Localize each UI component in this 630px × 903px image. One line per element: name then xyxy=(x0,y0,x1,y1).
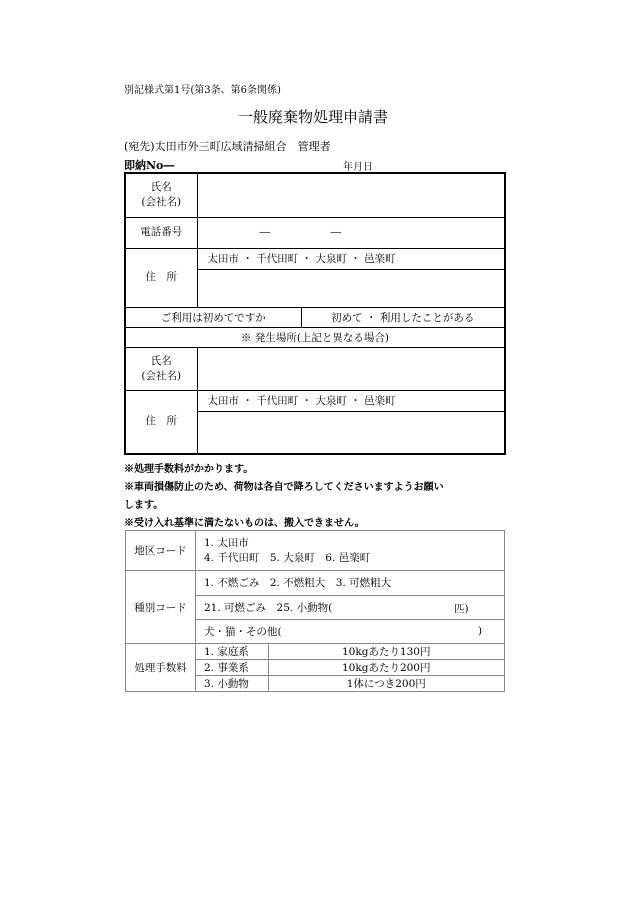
applicant-name-field[interactable] xyxy=(197,173,505,217)
phone-field[interactable] xyxy=(197,217,505,248)
note-unload-1: ※車両損傷防止のため、荷物は各自で降ろしてくださいますようお願い xyxy=(124,482,444,493)
site-name-label-line2: (会社名) xyxy=(141,369,182,382)
type-line-3[interactable] xyxy=(196,619,504,643)
phone-label: 電話番号 xyxy=(125,217,197,248)
type-line-1: 1. 不燃ごみ 2. 不燃粗大 3. 可燃粗大 xyxy=(196,571,504,595)
note-criteria: ※受け入れ基準に満たないものは、搬入できません。 xyxy=(124,518,365,529)
district-code-label: 地区コード xyxy=(126,531,196,571)
address-field[interactable] xyxy=(197,248,505,307)
date-label: 年月日 xyxy=(343,162,373,173)
fee-table-cell xyxy=(196,644,505,692)
site-town-options[interactable]: 太田市 ・ 千代田町 ・ 大泉町 ・ 邑楽町 xyxy=(207,394,396,407)
page-title: 一般廃棄物処理申請書 xyxy=(238,108,389,126)
site-address-field[interactable] xyxy=(197,390,505,454)
site-address-label: 住 所 xyxy=(125,390,197,454)
note-fee: ※処理手数料がかかります。 xyxy=(124,464,254,475)
first-use-question: ご利用は初めてですか xyxy=(125,307,301,327)
application-form-table xyxy=(124,172,506,455)
applicant-name-label xyxy=(125,173,197,217)
type-code-label: 種別コード xyxy=(126,571,196,644)
site-name-label-line1: 氏名 xyxy=(150,354,172,367)
fee-category: 3. 小動物 xyxy=(196,676,268,692)
fee-rate: 10kgあたり130円 xyxy=(268,644,504,660)
note-unload-2: します。 xyxy=(124,500,164,511)
site-address-line[interactable] xyxy=(198,411,505,453)
fee-category: 2. 事業系 xyxy=(196,660,268,676)
type-code-options[interactable] xyxy=(196,571,505,644)
name-label-line1: 氏名 xyxy=(150,181,172,194)
site-name-field[interactable] xyxy=(197,347,505,390)
first-use-options[interactable]: 初めて ・ 利用したことがある xyxy=(301,307,505,327)
site-header: ※ 発生場所(上記と異なる場合) xyxy=(125,327,505,347)
fee-category: 1. 家庭系 xyxy=(196,644,268,660)
codes-table xyxy=(125,530,505,692)
town-options[interactable]: 太田市 ・ 千代田町 ・ 大泉町 ・ 邑楽町 xyxy=(207,252,396,265)
fee-rate: 1体につき200円 xyxy=(346,678,426,690)
addressee: (宛先)太田市外三町広域清掃組合 管理者 xyxy=(124,140,331,153)
district-line-1: 1. 太田市 xyxy=(204,536,249,549)
district-code-options[interactable] xyxy=(196,531,505,571)
small-animal-text: 21. 可燃ごみ 25. 小動物( xyxy=(204,601,333,614)
phone-dash-2: ― xyxy=(330,225,341,238)
phone-dash-1: ― xyxy=(259,225,270,238)
fee-rate: 10kgあたり200円 xyxy=(268,660,504,676)
address-label: 住 所 xyxy=(125,248,197,307)
site-name-label xyxy=(125,347,197,390)
pet-text: 犬・猫・その他( xyxy=(204,625,282,638)
small-animal-unit: 匹) xyxy=(454,602,469,615)
name-label-line2: (会社名) xyxy=(141,196,182,209)
type-line-2[interactable] xyxy=(196,595,504,619)
district-line-2: 4. 千代田町 5. 大泉町 6. 邑楽町 xyxy=(204,551,371,564)
receipt-number: 即納No― xyxy=(124,159,175,172)
form-number: 別記様式第1号(第3条、第6条関係) xyxy=(124,85,281,96)
address-line[interactable] xyxy=(198,269,505,307)
fee-label: 処理手数料 xyxy=(126,644,196,692)
pet-close-paren: ) xyxy=(478,624,483,637)
